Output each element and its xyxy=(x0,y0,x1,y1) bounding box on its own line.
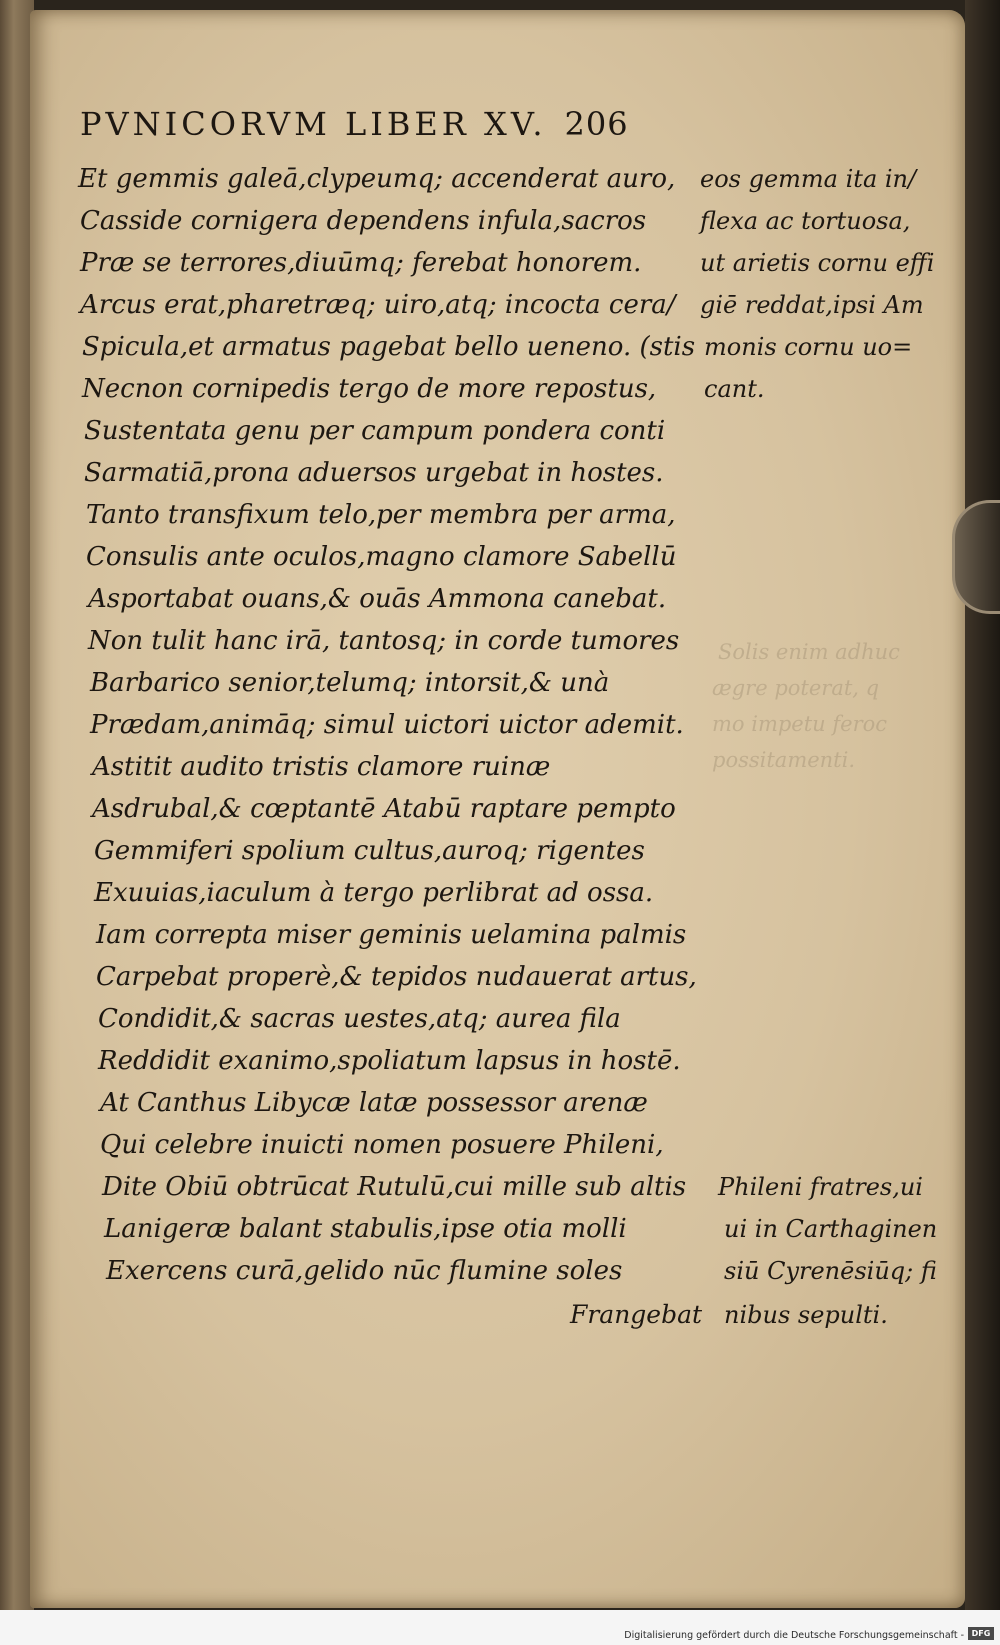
verse-line: Exuuias,iaculum à tergo perlibrat ad ossa. xyxy=(94,878,654,908)
dfg-logo: DFG xyxy=(968,1627,994,1640)
catchword: Frangebat xyxy=(570,1300,703,1329)
show-through-line: ægre poterat, q xyxy=(712,676,880,700)
verse-line: Barbarico senior,telumq; intorsit,& unà xyxy=(90,668,610,698)
verse-line: Condidit,& sacras uestes,atq; aurea fila xyxy=(98,1004,621,1034)
marginal-note-line: monis cornu uo= xyxy=(704,333,913,361)
book-binding xyxy=(965,0,1000,1610)
verse-line: Et gemmis galeā,clypeumq; accenderat auro, xyxy=(78,164,676,194)
verse-line: Consulis ante oculos,magno clamore Sabellū xyxy=(86,542,677,572)
running-head xyxy=(80,105,720,149)
verse-line: Lanigeræ balant stabulis,ipse otia molli xyxy=(104,1214,627,1244)
running-head-title: PVNICORVM LIBER XV. xyxy=(80,105,547,143)
footer-credit: Digitalisierung gefördert durch die Deutsche Forschungsgemeinschaft - xyxy=(624,1630,964,1641)
marginal-note-line: ui in Carthaginen xyxy=(724,1215,938,1243)
book-clasp xyxy=(952,500,1000,614)
verse-line: Exercens curā,gelido nūc flumine soles xyxy=(106,1256,623,1286)
verse-line: Asdrubal,& cœptantē Atabū raptare pempto xyxy=(92,794,676,824)
verse-line: Asportabat ouans,& ouās Ammona canebat. xyxy=(88,584,667,614)
verse-line: Reddidit exanimo,spoliatum lapsus in hostē. xyxy=(98,1046,681,1076)
verse-line: Qui celebre inuicti nomen posuere Phileni, xyxy=(100,1130,664,1160)
verse-line: At Canthus Libycæ latæ possessor arenæ xyxy=(100,1088,648,1118)
marginal-note-line: siū Cyrenēsiūq; fi xyxy=(724,1257,937,1285)
marginal-note-line: eos gemma ita in/ xyxy=(700,165,917,193)
marginal-note-line: ut arietis cornu effi xyxy=(700,249,935,277)
verse-line: Dite Obiū obtrūcat Rutulū,cui mille sub altis xyxy=(102,1172,687,1202)
verse-line: Non tulit hanc irā, tantosq; in corde tumores xyxy=(88,626,680,656)
verse-line: Iam correpta miser geminis uelamina palmis xyxy=(96,920,687,950)
marginal-note-line: cant. xyxy=(704,375,765,403)
marginal-note-line: giē reddat,ipsi Am xyxy=(700,291,924,319)
verse-line: Sustentata genu per campum pondera conti xyxy=(84,416,666,446)
verse-line: Sarmatiā,prona aduersos urgebat in hostes. xyxy=(84,458,664,488)
marginal-note-line: Phileni fratres,ui xyxy=(718,1173,923,1201)
verse-line: Prædam,animāq; simul uictori uictor ademit. xyxy=(90,710,684,740)
show-through-line: Solis enim adhuc xyxy=(718,640,900,664)
marginal-note-line: flexa ac tortuosa, xyxy=(700,207,911,235)
verse-line: Casside cornigera dependens infula,sacros xyxy=(80,206,647,236)
facing-page-edge xyxy=(0,0,34,1645)
marginal-note-line: nibus sepulti. xyxy=(724,1301,888,1329)
verse-line: Arcus erat,pharetræq; uiro,atq; incocta cera/ xyxy=(80,290,676,320)
show-through-line: mo impetu feroc xyxy=(712,712,888,736)
verse-line: Tanto transfixum telo,per membra per arma, xyxy=(86,500,676,530)
verse-line: Carpebat properè,& tepidos nudauerat artus, xyxy=(96,962,697,992)
verse-line: Necnon cornipedis tergo de more repostus, xyxy=(82,374,657,404)
show-through-line: possitamenti. xyxy=(712,748,856,772)
verse-line: Spicula,et armatus pagebat bello ueneno. (stis xyxy=(82,332,696,362)
verse-line: Præ se terrores,diuūmq; ferebat honorem. xyxy=(80,248,642,278)
verse-line: Gemmiferi spolium cultus,auroq; rigentes xyxy=(94,836,645,866)
verse-line: Astitit audito tristis clamore ruinæ xyxy=(92,752,551,782)
page-number: 206 xyxy=(564,105,629,143)
